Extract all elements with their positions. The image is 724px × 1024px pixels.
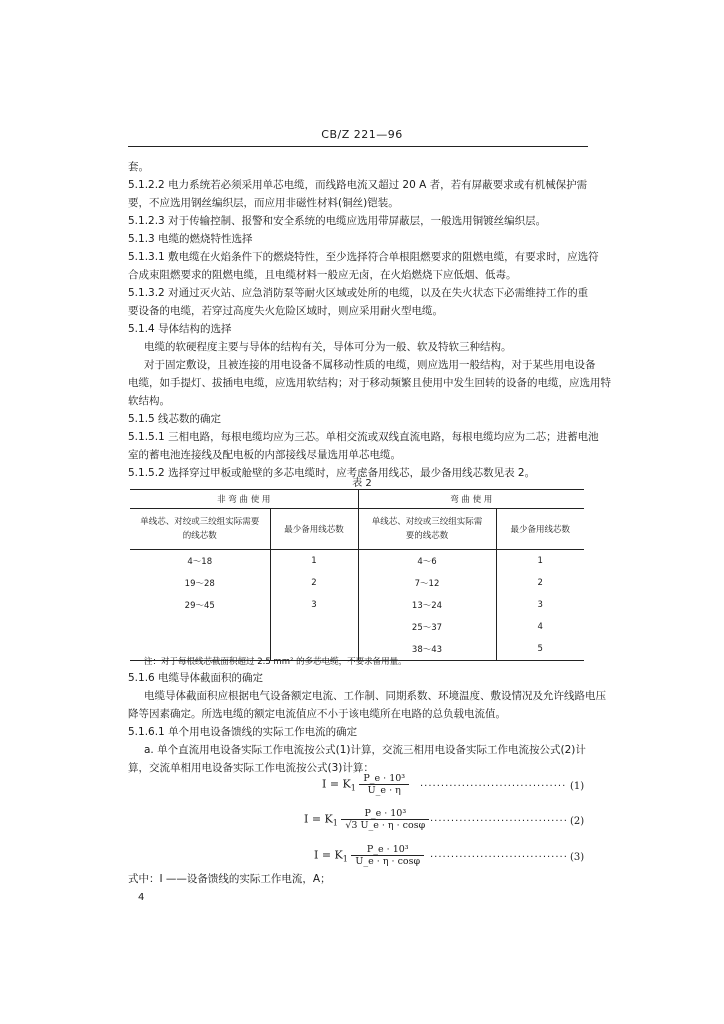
table-cell: 2 (537, 578, 543, 588)
table-title: 表 2 (352, 478, 372, 489)
table-cell: 4～6 (358, 550, 496, 573)
text-line: 套。 (128, 161, 149, 173)
equation-tag: (1) (570, 781, 585, 792)
text-line: 室的蓄电池连接线及配电板的内部接线尽量选用单芯电缆。 (128, 449, 401, 461)
eq-numerator: P_e · 10³ (351, 844, 424, 856)
equation-tag: (3) (570, 852, 585, 863)
group-header-nonbend: 非 弯 曲 使 用 (130, 490, 358, 509)
table-cell: 4 (537, 622, 543, 632)
table-note: 注：对于每根线芯截面积超过 2.5 mm² 的多芯电缆，不要求备用量。 (144, 657, 407, 667)
page-header: CB/Z 221—96 (321, 128, 403, 141)
text-line: 5.1.2.2 电力系统若必须采用单芯电缆，而线路电流又超过 20 A 者，若有屏蔽要求或有机械保护需 (128, 179, 588, 191)
text-line: 算，交流单相用电设备实际工作电流按公式(3)计算： (128, 762, 374, 774)
table-cell (130, 616, 270, 638)
eq-denominator: U_e · η (367, 785, 401, 796)
section-heading: 5.1.6.1 单个用电设备馈线的实际工作电流的确定 (128, 726, 358, 738)
table-cell: 3 (537, 600, 543, 610)
text-line: 电缆的软硬程度主要与导体的结构有关，导体可分为一般、软及特软三种结构。 (144, 341, 512, 353)
equation-leader: ································· (430, 816, 568, 827)
table-cell: 4～18 (130, 550, 270, 573)
eq-sub: 1 (350, 783, 356, 793)
section-heading: 5.1.3 电缆的燃烧特性选择 (128, 233, 253, 245)
table-row (130, 572, 584, 594)
col-header: 最少备用线芯数 (496, 509, 584, 550)
table-cell: 25～37 (358, 616, 496, 638)
eq-lhs: I = K (304, 812, 333, 826)
table-cell: 7～12 (358, 572, 496, 594)
eq-denominator: √3 U_e · η · cosφ (345, 820, 426, 831)
equation-1 (322, 773, 409, 796)
table-cell: 13～24 (358, 594, 496, 616)
table-cell: 2 (270, 572, 358, 594)
text-line: 电缆导体截面积应根据电气设备额定电流、工作制、同期系数、环境温度、敷设情况及允许线路电压 (144, 690, 606, 702)
section-heading: 5.1.5 线芯数的确定 (128, 413, 222, 425)
text-line: 5.1.5.2 选择穿过甲板或舱壁的多芯电缆时，应考虑备用线芯，最少备用线芯数见表 2。 (128, 467, 536, 479)
eq-lhs: I = K (322, 777, 351, 791)
equation-3 (314, 844, 424, 867)
equation-tag: (2) (570, 816, 585, 827)
where-clause: 式中：I ——设备馈线的实际工作电流，A； (128, 873, 331, 885)
col-header: 单线芯、对绞或三绞组实际需要的线芯数 (358, 509, 496, 550)
eq-numerator: P_e · 10³ (359, 773, 409, 785)
table-cell: 5 (496, 638, 584, 661)
page-number: 4 (138, 892, 145, 903)
eq-sub: 1 (332, 818, 338, 828)
table-cell: 29～45 (130, 594, 270, 616)
text-line: 5.1.3.1 敷电缆在火焰条件下的燃烧特性，至少选择符合单根阻燃要求的阻燃电缆，有要求时，应选符 (128, 251, 599, 263)
eq-denominator: U_e · η · cosφ (355, 856, 421, 867)
col-header: 最少备用线芯数 (270, 509, 358, 550)
text-line: 对于固定敷设，且被连接的用电设备不属移动性质的电缆，则应选用一般结构，对于某些用电设备 (144, 359, 596, 371)
equation-leader: ··································· (420, 781, 567, 792)
table-cell: 19～28 (130, 572, 270, 594)
table-cell: 38～43 (358, 638, 496, 661)
text-line: 5.1.2.3 对于传输控制、报警和安全系统的电缆应选用带屏蔽层，一般选用铜镀丝编织层。 (128, 215, 547, 227)
text-line: 5.1.5.1 三相电路，每根电缆均应为三芯。单相交流或双线直流电路，每根电缆均应为二芯；进蓄电池 (128, 431, 599, 443)
group-header-bend: 弯 曲 使 用 (358, 490, 584, 509)
table-cell (270, 616, 358, 638)
text-line: 软结构。 (128, 395, 170, 407)
text-line: a. 单个直流用电设备实际工作电流按公式(1)计算，交流三相用电设备实际工作电流按公式(2)计 (144, 744, 586, 756)
text-line: 要设备的电缆，若穿过高度失火危险区域时，则应采用耐火型电缆。 (128, 305, 443, 317)
table-row (130, 594, 584, 616)
table-cell: 3 (270, 594, 358, 616)
eq-sub: 1 (342, 854, 348, 864)
text-line: 合成束阻燃要求的阻燃电缆，且电缆材料一般应无卤，在火焰燃烧下应低烟、低毒。 (128, 269, 517, 281)
table-2 (130, 489, 584, 661)
col-header: 单线芯、对绞或三绞组实际需要的线芯数 (130, 509, 270, 550)
table-cell: 1 (537, 556, 543, 566)
text-line: 要，不应选用钢丝编织层，而应用非磁性材料(铜丝)铠装。 (128, 197, 399, 209)
text-line: 5.1.3.2 对通过灭火站、应急消防泵等耐火区域或处所的电缆，以及在失火状态下必需维持工作的重 (128, 287, 589, 299)
table-row (130, 550, 584, 573)
text-line: 电缆，如手提灯、拔插电电缆，应选用软结构；对于移动频繁且使用中发生回转的设备的电缆，应选用特 (128, 377, 611, 389)
section-heading: 5.1.4 导体结构的选择 (128, 323, 232, 335)
equation-2 (304, 808, 429, 831)
table-row (130, 616, 584, 638)
eq-numerator: P_e · 10³ (341, 808, 429, 820)
table-cell: 1 (270, 550, 358, 573)
text-line: 降等因素确定。所选电缆的额定电流值应不小于该电缆所在电路的总负载电流值。 (128, 708, 506, 720)
equation-leader: ································· (430, 852, 568, 863)
eq-lhs: I = K (314, 848, 343, 862)
header-rule (128, 146, 588, 147)
section-heading: 5.1.6 电缆导体截面积的确定 (128, 672, 264, 684)
